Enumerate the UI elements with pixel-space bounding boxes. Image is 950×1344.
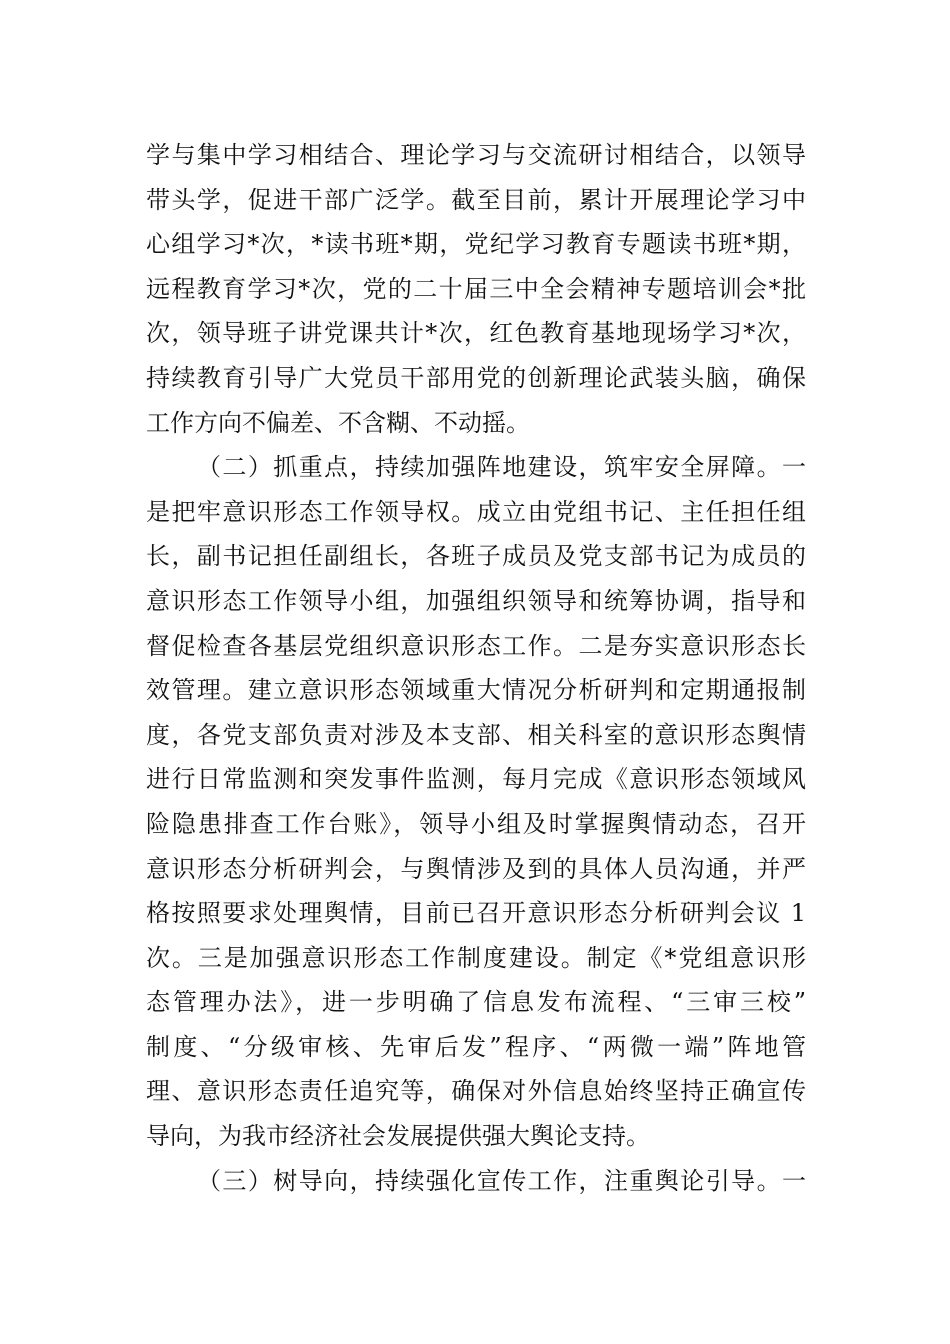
text-line: 格按照要求处理舆情，目前已召开意识形态分析研判会议 1 (146, 899, 806, 928)
text-line: 次，领导班子讲党课共计*次，红色教育基地现场学习*次， (146, 319, 806, 348)
document-body (146, 133, 806, 1203)
text-line: 学与集中学习相结合、理论学习与交流研讨相结合，以领导 (146, 141, 806, 169)
text-line: 态管理办法》，进一步明确了信息发布流程、“三审三校” (146, 988, 806, 1017)
text-line: 长，副书记担任副组长，各班子成员及党支部书记为成员的 (146, 542, 806, 571)
text-line: 度，各党支部负责对涉及本支部、相关科室的意识形态舆情 (146, 720, 806, 749)
text-line: 远程教育学习*次，党的二十届三中全会精神专题培训会*批 (146, 274, 806, 303)
text-line: 效管理。建立意识形态领域重大情况分析研判和定期通报制 (146, 676, 806, 705)
text-line: 工作方向不偏差、不含糊、不动摇。 (146, 408, 530, 437)
text-line: 理、意识形态责任追究等，确保对外信息始终坚持正确宣传 (146, 1077, 806, 1106)
paragraph-study-summary (146, 133, 806, 445)
text-line: 制度、“分级审核、先审后发”程序、“两微一端”阵地管 (146, 1032, 806, 1061)
paragraph-section-three (146, 1159, 806, 1204)
text-line: 持续教育引导广大党员干部用党的创新理论武装头脑，确保 (146, 363, 806, 392)
text-line: 险隐患排查工作台账》，领导小组及时掌握舆情动态，召开 (146, 809, 806, 838)
text-line: 意识形态工作领导小组，加强组织领导和统筹协调，指导和 (146, 586, 806, 615)
text-line: 带头学，促进干部广泛学。截至目前，累计开展理论学习中 (146, 185, 806, 214)
text-line: 督促检查各基层党组织意识形态工作。二是夯实意识形态长 (146, 631, 806, 660)
paragraph-section-two (146, 445, 806, 1159)
section-heading-line: （三）树导向，持续强化宣传工作，注重舆论引导。一 (197, 1166, 806, 1195)
section-heading-line: （二）抓重点，持续加强阵地建设，筑牢安全屏障。一 (197, 453, 806, 482)
text-line: 次。三是加强意识形态工作制度建设。制定《*党组意识形 (146, 943, 806, 972)
text-line: 心组学习*次，*读书班*期，党纪学习教育专题读书班*期， (146, 230, 806, 259)
text-line: 是把牢意识形态工作领导权。成立由党组书记、主任担任组 (146, 497, 806, 526)
text-line: 导向，为我市经济社会发展提供强大舆论支持。 (146, 1122, 650, 1151)
text-line: 意识形态分析研判会，与舆情涉及到的具体人员沟通，并严 (146, 854, 806, 883)
text-line: 进行日常监测和突发事件监测，每月完成《意识形态领域风 (146, 765, 806, 794)
